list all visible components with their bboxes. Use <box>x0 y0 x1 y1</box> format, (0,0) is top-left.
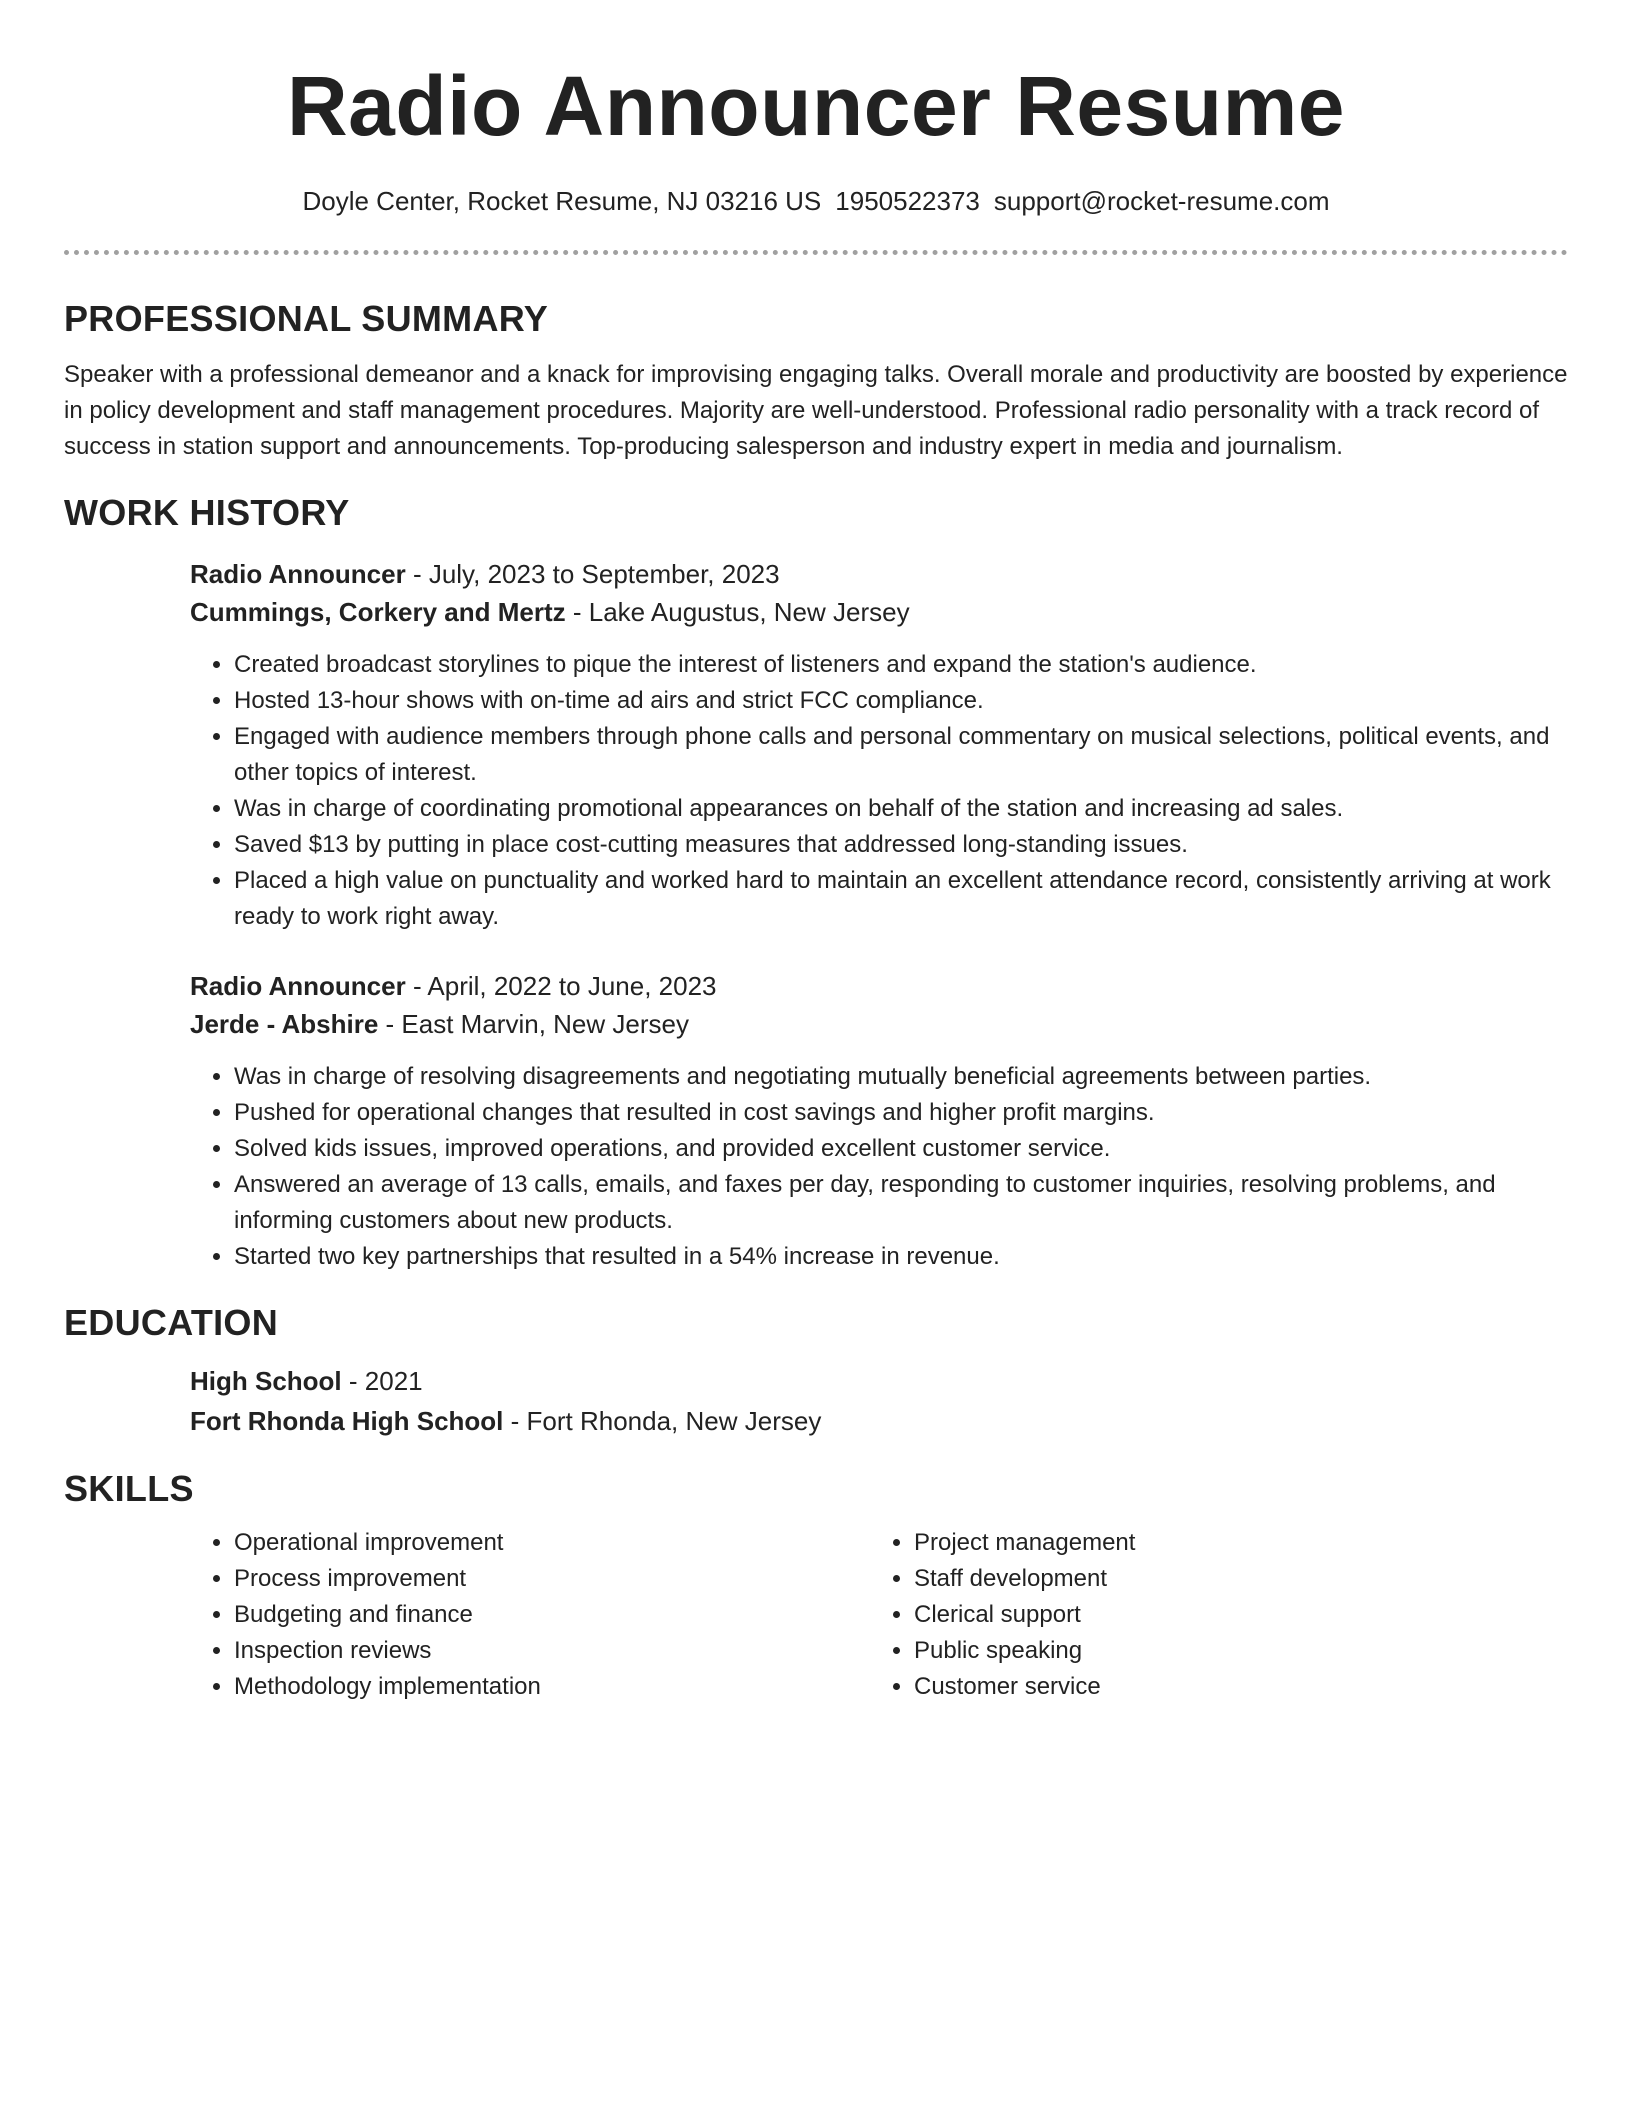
education-year: - 2021 <box>341 1366 423 1396</box>
list-item: • Pushed for operational changes that resulted in cost savings and higher profit margins. <box>234 1095 1568 1131</box>
job-entry <box>190 555 1568 935</box>
list-item: • Was in charge of resolving disagreements and negotiating mutually beneficial agreements between parties. <box>234 1059 1568 1095</box>
skill-item: • Customer service <box>914 1669 1550 1705</box>
job-title: Radio Announcer <box>190 559 406 589</box>
contact-phone: 1950522373 <box>835 186 980 216</box>
contact-email: support@rocket-resume.com <box>993 186 1330 216</box>
list-item: • Answered an average of 13 calls, emails, and faxes per day, responding to customer inquiries, resolving problems, and informing customers about new products. <box>234 1167 1568 1239</box>
job-company-line <box>190 593 1568 631</box>
job-bullets <box>190 1059 1568 1275</box>
education-school: Fort Rhonda High School <box>190 1406 504 1436</box>
education-degree-line <box>190 1361 1568 1401</box>
list-item: • Created broadcast storylines to pique the interest of listeners and expand the station's audience. <box>234 647 1568 683</box>
list-item: • Was in charge of coordinating promotional appearances on behalf of the station and increasing ad sales. <box>234 791 1568 827</box>
skill-item: • Budgeting and finance <box>234 1597 870 1633</box>
resume-title: Radio Announcer Resume <box>286 59 1346 153</box>
job-dates: - April, 2022 to June, 2023 <box>405 971 717 1001</box>
list-item: • Solved kids issues, improved operations, and provided excellent customer service. <box>234 1131 1568 1167</box>
list-item: • Placed a high value on punctuality and worked hard to maintain an excellent attendance record, consistently arriving at work ready to work right away. <box>234 863 1568 935</box>
education-heading: EDUCATION <box>64 1302 279 1343</box>
skill-item: • Operational improvement <box>234 1525 870 1561</box>
contact-address: Doyle Center, Rocket Resume, NJ 03216 US <box>302 186 822 216</box>
skills-column-left <box>190 1525 870 1705</box>
job-location: - East Marvin, New Jersey <box>378 1009 689 1039</box>
list-item: • Saved $13 by putting in place cost-cutting measures that addressed long-standing issues. <box>234 827 1568 863</box>
job-title: Radio Announcer <box>190 971 406 1001</box>
education-school-line <box>190 1401 1568 1441</box>
skill-item: • Public speaking <box>914 1633 1550 1669</box>
skill-item: • Clerical support <box>914 1597 1550 1633</box>
job-entry <box>190 967 1568 1275</box>
work-history-heading: WORK HISTORY <box>64 492 350 533</box>
skill-item: • Inspection reviews <box>234 1633 870 1669</box>
skill-item: • Methodology implementation <box>234 1669 870 1705</box>
header-divider <box>64 250 1568 255</box>
job-location: - Lake Augustus, New Jersey <box>565 597 910 627</box>
skills-grid <box>190 1525 1568 1705</box>
skill-item: • Process improvement <box>234 1561 870 1597</box>
skills-column-right <box>870 1525 1550 1705</box>
list-item: • Hosted 13-hour shows with on-time ad airs and strict FCC compliance. <box>234 683 1568 719</box>
education-location: - Fort Rhonda, New Jersey <box>503 1406 822 1436</box>
job-title-line <box>190 555 1568 593</box>
job-company: Cummings, Corkery and Mertz <box>190 597 566 627</box>
job-company-line <box>190 1005 1568 1043</box>
summary-heading: PROFESSIONAL SUMMARY <box>64 298 549 339</box>
list-item: • Started two key partnerships that resulted in a 54% increase in revenue. <box>234 1239 1568 1275</box>
skill-item: • Staff development <box>914 1561 1550 1597</box>
skills-list-right <box>870 1525 1550 1705</box>
skill-item: • Project management <box>914 1525 1550 1561</box>
list-item: • Engaged with audience members through phone calls and personal commentary on musical selections, political events, and other topics of interest. <box>234 719 1568 791</box>
contact-line <box>64 184 1568 218</box>
education-degree: High School <box>190 1366 342 1396</box>
job-company: Jerde - Abshire <box>190 1009 379 1039</box>
skills-heading: SKILLS <box>64 1468 194 1509</box>
education-entry <box>190 1361 1568 1441</box>
job-bullets <box>190 647 1568 935</box>
skills-list-left <box>190 1525 870 1705</box>
summary-text: Speaker with a professional demeanor and a knack for improvising engaging talks. Overall morale and productivity are boosted by experience in policy development and staff management procedures. Majority are well-understood. Professional radio personality with a track record of success in station support and announcements. Top-producing salesperson and industry expert in media and journalism. <box>64 361 1568 460</box>
job-dates: - July, 2023 to September, 2023 <box>405 559 780 589</box>
job-title-line <box>190 967 1568 1005</box>
